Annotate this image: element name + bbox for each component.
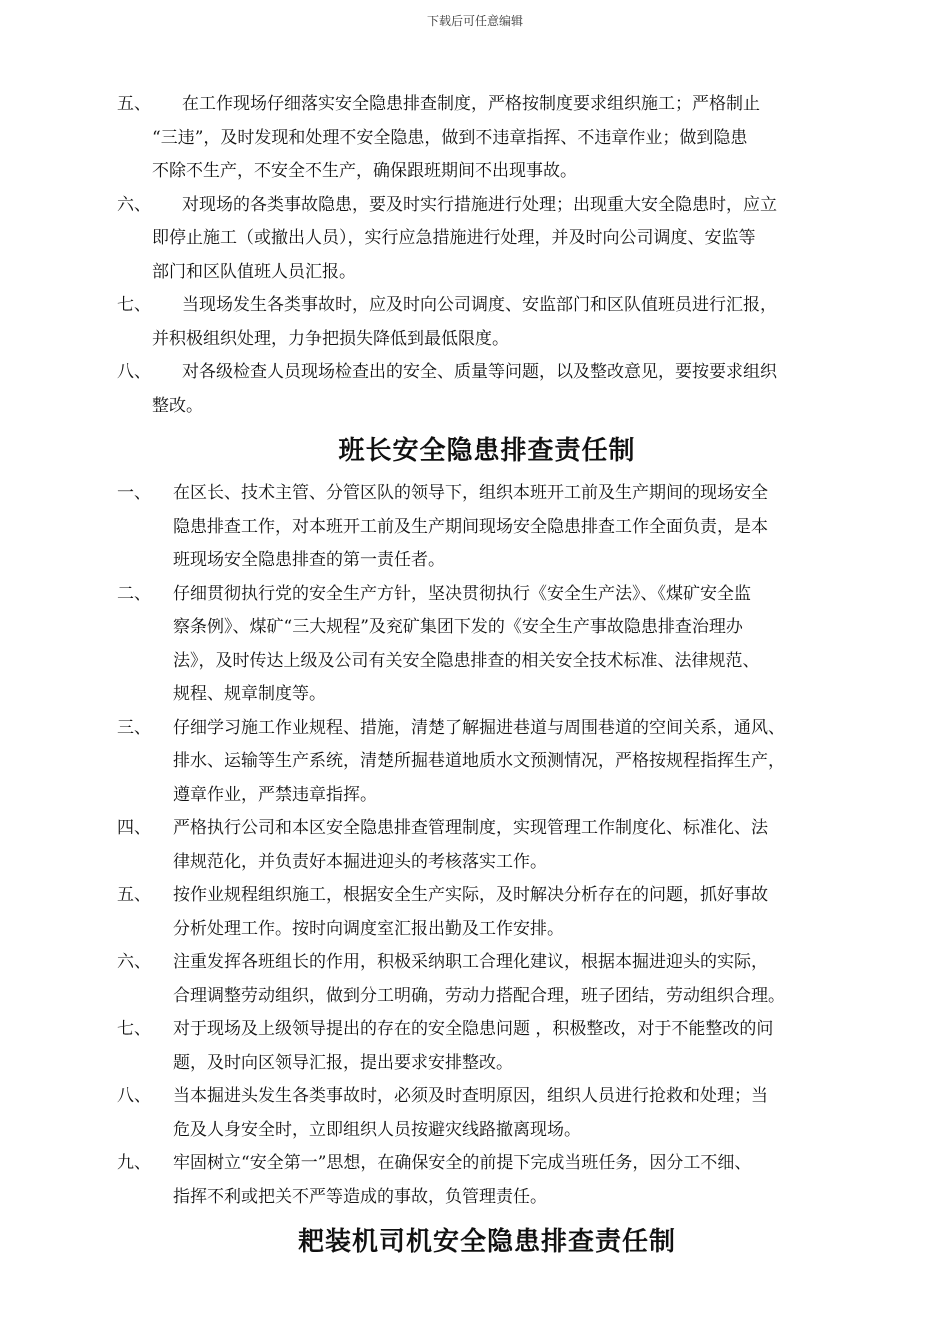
team-leader-items [117,477,857,1214]
clause-line: 在区长、技术主管、分管区队的领导下，组织本班开工前及生产期间的现场安全 [173,483,768,503]
clause-line: 部门和区队值班人员汇报。 [152,261,356,282]
clause-line: 并积极组织处理，力争把损失降低到最低限度。 [152,328,509,349]
clause-number: 二、 [117,583,151,604]
clause-number: 七、 [117,295,151,315]
section-title-team-leader: 班长安全隐患排查责任制 [338,436,636,466]
clause-line: 注重发挥各班组长的作用，积极采纳职工合理化建议，根据本掘进迎头的实际， [173,952,768,972]
clause-item [117,712,857,813]
clause-number: 六、 [117,194,151,215]
clause-line: 指挥不利或把关不严等造成的事故，负管理责任。 [173,1186,547,1207]
clause-number: 七、 [117,1019,151,1039]
clause-line: 危及人身安全时，立即组织人员按避灾线路撤离现场。 [173,1119,581,1140]
clause-line: 整改。 [152,395,203,416]
clause-line: 不除不生产，不安全不生产，确保跟班期间不出现事故。 [152,161,577,181]
clause-line: 分析处理工作。按时向调度室汇报出勤及工作安排。 [173,918,564,939]
clause-item [117,812,857,879]
clause-line: 严格执行公司和本区安全隐患排查管理制度，实现管理工作制度化、标准化、法 [173,818,768,838]
clause-item [117,289,857,356]
clause-number: 五、 [117,885,151,905]
clause-line: 仔细贯彻执行党的安全生产方针，坚决贯彻执行《安全生产法》、《煤矿安全监 [173,583,751,604]
clause-line: 合理调整劳动组织，做到分工明确，劳动力搭配合理，班子团结，劳动组织合理。 [173,985,785,1006]
clause-line: 对于现场及上级领导提出的存在的安全隐患问题 ，积极整改，对于不能整改的问 [173,1019,774,1039]
clause-number: 三、 [117,717,151,738]
clause-line: “三违”，及时发现和处理不安全隐患，做到不违章指挥、不违章作业；做到隐患 [152,127,748,148]
clause-line: 对各级检查人员现场检查出的安全、质量等问题，以及整改意见，要按要求组织 [182,362,777,382]
clause-item [117,189,857,290]
clause-item [117,356,857,423]
clause-line: 题，及时向区领导汇报，提出要求安排整改。 [173,1052,513,1073]
clause-line: 当现场发生各类事故时，应及时向公司调度、安监部门和区队值班员进行汇报， [182,295,777,315]
clause-line: 排水、运输等生产系统，清楚所掘巷道地质水文预测情况，严格按规程指挥生产， [173,751,785,771]
clause-item [117,477,857,578]
clause-line: 法》，及时传达上级及公司有关安全隐患排查的相关安全技术标准、法律规范、 [173,650,760,671]
clause-item [117,1013,857,1080]
clause-number: 一、 [117,483,151,503]
page-header-note: 下载后可任意编辑 [426,14,523,28]
section-title-loader-driver: 耙装机司机安全隐患排查责任制 [297,1227,676,1257]
previous-section-items [117,88,857,423]
clause-number: 八、 [117,362,151,382]
clause-number: 五、 [117,94,151,114]
clause-item [117,578,857,712]
clause-line: 遵章作业，严禁违章指挥。 [173,784,377,805]
clause-number: 八、 [117,1086,151,1106]
clause-line: 牢固树立“安全第一”思想，在确保安全的前提下完成当班任务，因分工不细、 [173,1153,752,1173]
clause-line: 律规范化，并负责好本掘进迎头的考核落实工作。 [173,851,547,872]
clause-line: 在工作现场仔细落实安全隐患排查制度，严格按制度要求组织施工；严格制止 [182,94,760,114]
clause-item [117,946,857,1013]
clause-line: 当本掘进头发生各类事故时，必须及时查明原因，组织人员进行抢救和处理；当 [173,1086,768,1106]
clause-line: 规程、规章制度等。 [173,684,326,704]
clause-line: 隐患排查工作，对本班开工前及生产期间现场安全隐患排查工作全面负责，是本 [173,516,768,537]
clause-number: 九、 [117,1153,151,1173]
clause-line: 班现场安全隐患排查的第一责任者。 [173,550,445,570]
clause-line: 仔细学习施工作业规程、措施，清楚了解掘进巷道与周围巷道的空间关系，通风、 [173,717,785,738]
clause-item [117,1147,857,1214]
clause-number: 四、 [117,818,151,838]
clause-item [117,1080,857,1147]
clause-line: 即停止施工（或撤出人员），实行应急措施进行处理，并及时向公司调度、安监等 [152,228,756,248]
clause-item [117,88,857,189]
clause-line: 对现场的各类事故隐患，要及时实行措施进行处理；出现重大安全隐患时，应立 [182,194,777,215]
clause-line: 按作业规程组织施工，根据安全生产实际，及时解决分析存在的问题，抓好事故 [173,885,768,905]
document-body [117,88,857,1268]
clause-item [117,879,857,946]
clause-line: 察条例》、煤矿“三大规程”及兖矿集团下发的《安全生产事故隐患排查治理办 [173,617,743,637]
clause-number: 六、 [117,952,151,972]
